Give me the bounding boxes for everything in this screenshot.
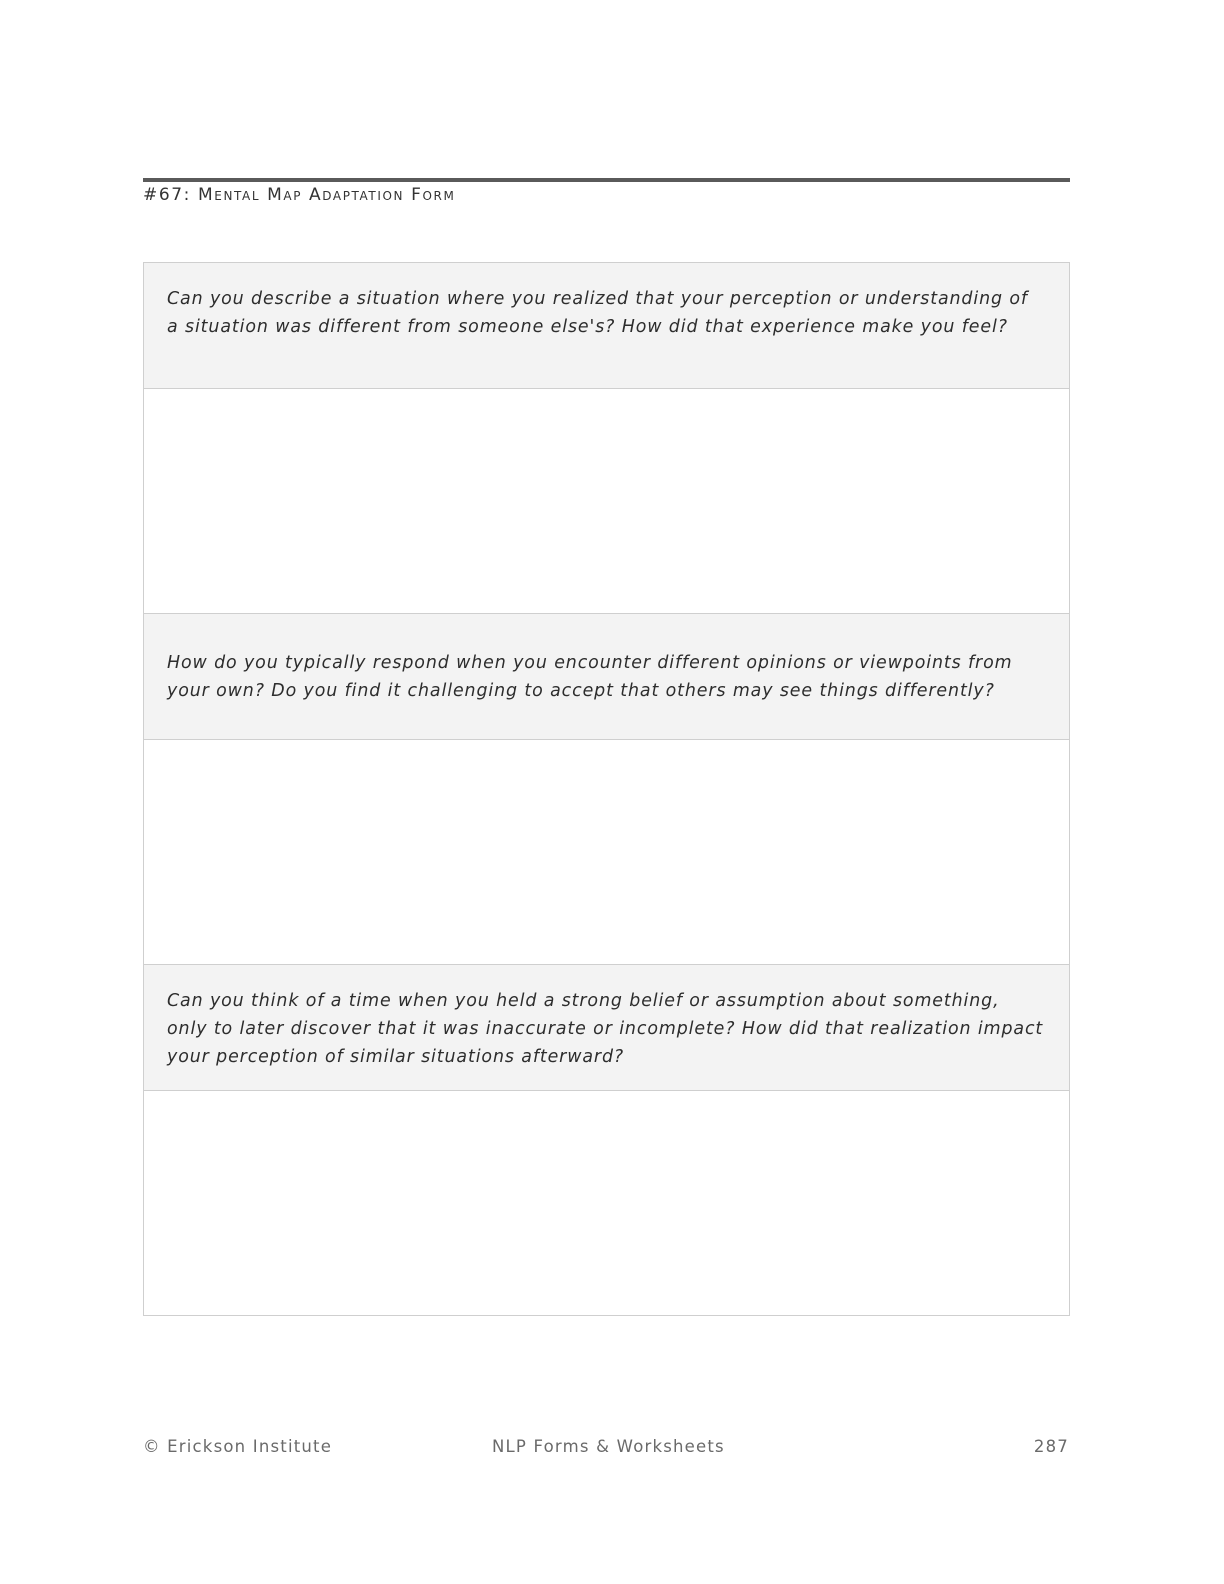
form-table (143, 262, 1070, 1316)
question-3-answer-area[interactable] (144, 1091, 1069, 1316)
header-rule (143, 178, 1070, 182)
question-2-prompt: How do you typically respond when you encounter different opinions or viewpoints from your own? Do you find it challenging to accept that others may see things differently? (144, 614, 1069, 740)
question-2-answer-area[interactable] (144, 740, 1069, 965)
footer-page-number: 287 (1033, 1437, 1069, 1456)
footer-copyright: © Erickson Institute (143, 1437, 333, 1456)
question-3-prompt: Can you think of a time when you held a strong belief or assumption about something, only to later discover that it was inaccurate or incomplete? How did that realization impact your perception of similar situations afterward? (144, 965, 1069, 1091)
footer-book-title: NLP Forms & Worksheets (492, 1437, 725, 1456)
question-1-prompt: Can you describe a situation where you realized that your perception or understanding of a situation was different from someone else's? How did that experience make you feel? (144, 263, 1069, 389)
page-title: #67: Mental Map Adaptation Form (143, 185, 456, 205)
question-1-answer-area[interactable] (144, 389, 1069, 614)
page-footer (143, 1437, 1069, 1461)
